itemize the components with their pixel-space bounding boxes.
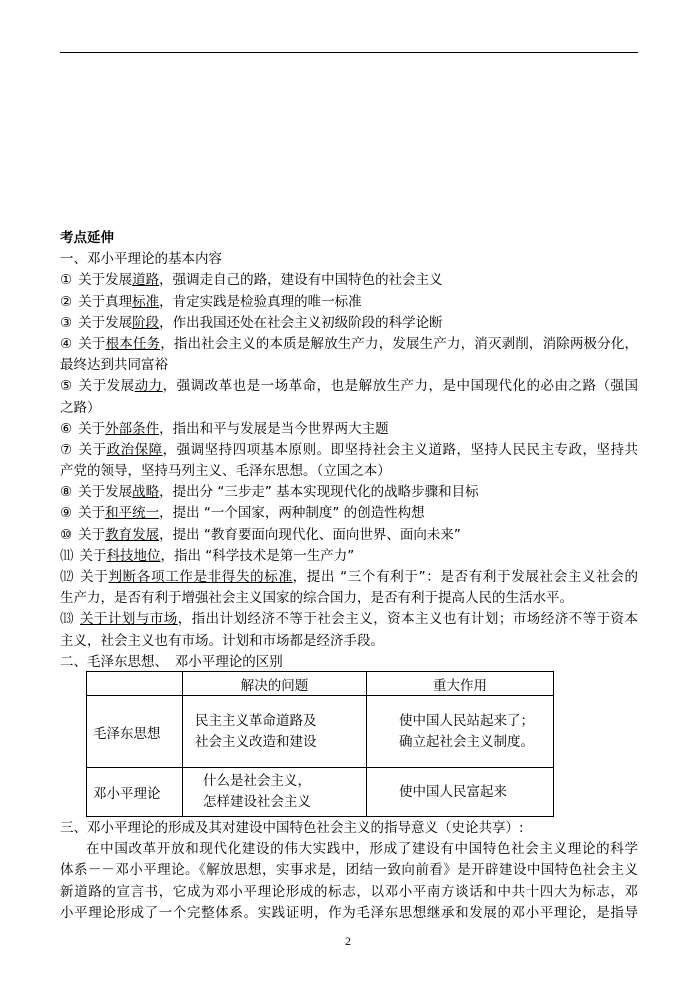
item-keyword: 和平统一 xyxy=(105,505,160,522)
list-item xyxy=(60,376,638,397)
list-item xyxy=(60,482,638,503)
item-prefix: 关于发展 xyxy=(78,272,133,289)
section3 xyxy=(60,818,638,924)
table-row xyxy=(87,696,554,768)
item-number: ⑩ xyxy=(60,526,73,543)
table-cell-effect xyxy=(367,768,554,817)
item-prefix: 关于 xyxy=(79,547,107,564)
table-header-cell xyxy=(87,672,183,696)
item-number: ⑾ xyxy=(60,547,74,564)
section-heading: 考点延伸 xyxy=(60,230,114,246)
item-keyword: 道路 xyxy=(132,272,160,289)
item-prefix: 关于 xyxy=(78,335,106,352)
item-keyword: 根本任务 xyxy=(105,335,161,352)
page-number: 2 xyxy=(345,934,351,948)
item-keyword: 判断各项工作是非得失的标准 xyxy=(108,569,293,585)
item-prefix: 关于发展 xyxy=(78,314,133,331)
item-text: ，强调走自己的路，建设有中国特色的社会主义 xyxy=(159,272,443,289)
cell-line: 社会主义改造和建设 xyxy=(195,733,317,750)
item-text: ，指出计划经济不等于社会主义，资本主义也有计划；市场经济不等于资本 xyxy=(177,611,638,628)
item-text: ，强调改革也是一场革命，也是解放生产力，是中国现代化的必由之路（强国 xyxy=(162,378,638,395)
list-item xyxy=(60,609,638,630)
item-number: ⒀ xyxy=(60,611,74,628)
list-item xyxy=(60,313,638,334)
item-text: ，指出社会主义的本质是解放生产力，发展生产力，消灭剥削，消除两极分化， xyxy=(160,335,638,352)
list-item xyxy=(60,567,638,588)
paragraph-line: 小平理论形成了一个完整体系。实践证明，作为毛泽东思想继承和发展的邓小平理论，是指导 xyxy=(60,904,638,921)
list-item xyxy=(60,292,638,313)
item-text: ，提出分 “三步走” 基本实现现代化的战略步骤和目标 xyxy=(159,484,479,501)
cell-line: 使中国人民站起来了； xyxy=(399,712,534,729)
table-cell-effect xyxy=(367,696,554,768)
item-text: ，强调坚持四项基本原则。即坚持社会主义道路，坚持人民民主专政，坚持共 xyxy=(162,441,638,458)
table-cell-problem xyxy=(183,696,367,768)
list-item xyxy=(60,440,638,461)
cell-line: 什么是社会主义， xyxy=(203,773,311,789)
section1-title: 一、邓小平理论的基本内容 xyxy=(60,251,222,268)
table-header-cell: 重大作用 xyxy=(367,672,554,696)
item-text: ，提出 “三个有利于”：是否有利于发展社会主义社会的 xyxy=(292,569,638,585)
list-item-continuation: 最终达到共同富裕 xyxy=(60,357,168,374)
item-keyword: 政治保障 xyxy=(106,441,163,458)
list-item xyxy=(60,546,638,567)
item-keyword: 战略 xyxy=(132,484,160,501)
item-number: ① xyxy=(60,272,73,289)
paragraph-line: 新道路的宣言书，它成为邓小平理论形成的标志，以邓小平南方谈话和中共十四大为标志，邓 xyxy=(60,883,638,900)
item-number: ⑧ xyxy=(60,484,73,501)
item-number: ⑥ xyxy=(60,420,73,437)
item-number: ⑿ xyxy=(60,569,75,585)
table-row xyxy=(87,768,554,817)
list-item-continuation: 主义，社会主义也有市场。计划和市场都是经济手段。 xyxy=(60,632,384,649)
item-text: ，提出 “教育要面向现代化、面向世界、面向未来” xyxy=(159,526,461,543)
paragraph-line: 体系－－邓小平理论。《解放思想，实事求是，团结一致向前看》是开辟建设中国特色社会主义 xyxy=(60,862,638,879)
item-keyword: 阶段 xyxy=(132,314,160,331)
item-prefix: 关于真理 xyxy=(78,293,133,310)
item-number: ② xyxy=(60,293,73,310)
list-item xyxy=(60,419,638,440)
item-keyword: 科技地位 xyxy=(106,547,161,564)
list-item xyxy=(60,334,638,355)
cell-line: 怎样建设社会主义 xyxy=(203,794,311,810)
item-number: ④ xyxy=(60,335,73,352)
item-number: ⑨ xyxy=(60,505,73,522)
item-number: ⑤ xyxy=(60,378,73,395)
item-number: ③ xyxy=(60,314,73,331)
item-keyword: 关于计划与市场 xyxy=(79,611,178,628)
item-prefix: 关于发展 xyxy=(78,484,133,501)
table-header-row xyxy=(87,672,554,696)
item-text: ，指出 “科学技术是第一生产力” xyxy=(160,547,355,564)
paragraph-line: 在中国改革开放和现代化建设的伟大实践中，形成了建设有中国特色社会主义理论的科学 xyxy=(86,841,638,858)
item-keyword: 教育发展 xyxy=(105,526,160,543)
document-body xyxy=(60,228,638,673)
item-prefix: 关于 xyxy=(78,526,106,543)
item-keyword: 动力 xyxy=(134,378,163,395)
item-keyword: 外部条件 xyxy=(105,420,160,437)
table-cell-name: 毛泽东思想 xyxy=(87,696,183,768)
item-prefix: 关于 xyxy=(78,505,106,522)
list-item-continuation: 之路） xyxy=(60,399,101,416)
list-item xyxy=(60,270,638,291)
list-item-continuation: 产党的领导，坚持马列主义、毛泽东思想。（立国之本） xyxy=(60,463,391,480)
list-item xyxy=(60,525,638,546)
item-number: ⑦ xyxy=(60,441,73,458)
list-item xyxy=(60,503,638,524)
cell-line: 民主主义革命道路及 xyxy=(195,712,317,729)
item-prefix: 关于 xyxy=(78,420,106,437)
cell-line: 确立起社会主义制度。 xyxy=(399,733,534,750)
item-prefix: 关于发展 xyxy=(78,378,135,395)
comparison-table xyxy=(86,671,554,817)
content-list xyxy=(60,270,638,651)
item-text: ，提出 “一个国家，两种制度” 的创造性构想 xyxy=(159,505,425,522)
item-text: ，指出和平与发展是当今世界两大主题 xyxy=(159,420,389,437)
item-text: ，作出我国还处在社会主义初级阶段的科学论断 xyxy=(159,314,443,331)
item-keyword: 标准 xyxy=(132,293,160,310)
table-cell-name: 邓小平理论 xyxy=(87,768,183,817)
section3-title: 三、邓小平理论的形成及其对建设中国特色社会主义的指导意义（史论共享）: xyxy=(60,820,524,836)
section2-title: 二、毛泽东思想、 邓小平理论的区别 xyxy=(60,653,283,670)
cell-line: 使中国人民富起来 xyxy=(399,783,507,800)
item-prefix: 关于 xyxy=(78,441,107,458)
table-cell-problem xyxy=(183,768,367,817)
header-rule xyxy=(60,52,638,53)
item-text: ，肯定实践是检验真理的唯一标准 xyxy=(159,293,362,310)
item-prefix: 关于 xyxy=(80,569,109,585)
table-header-cell: 解决的问题 xyxy=(183,672,367,696)
list-item-continuation: 生产力，是否有利于增强社会主义国家的综合国力，是否有利于提高人民的生活水平。 xyxy=(60,590,573,607)
